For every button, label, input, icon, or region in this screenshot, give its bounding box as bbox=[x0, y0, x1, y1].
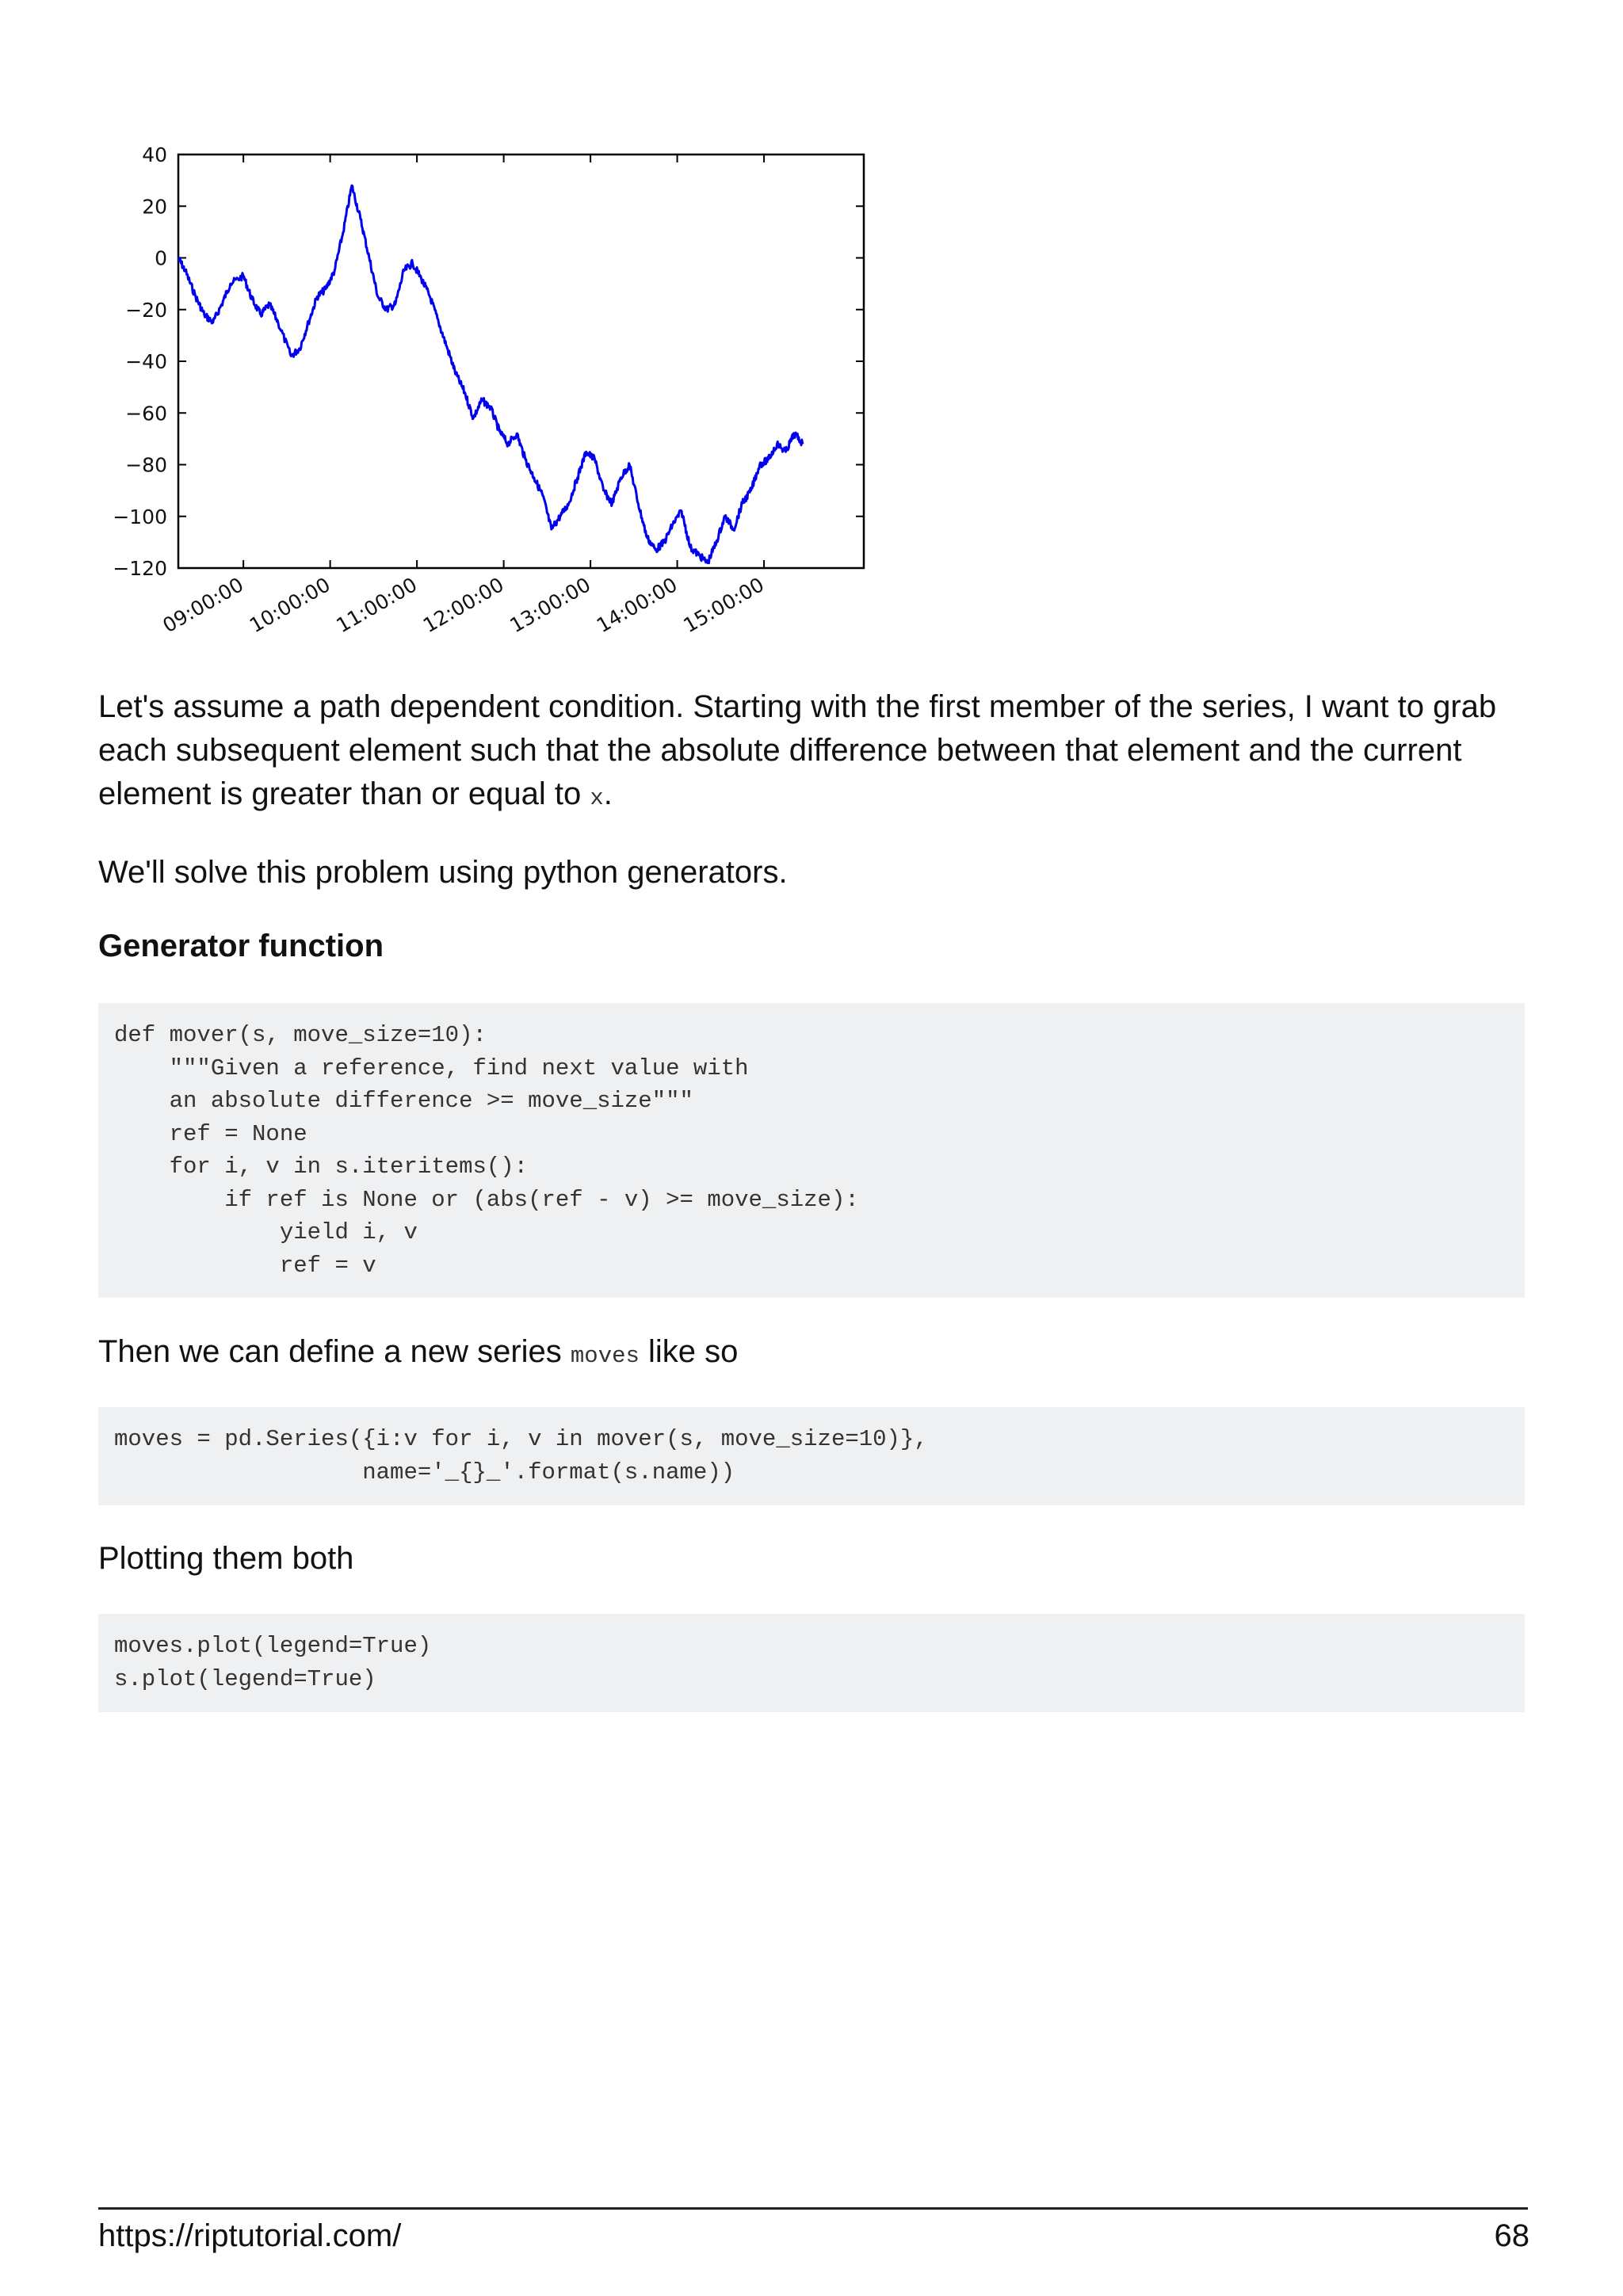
y-tick-label: 40 bbox=[142, 143, 167, 166]
paragraph-path-condition bbox=[98, 685, 1525, 820]
x-tick-label: 11:00:00 bbox=[332, 573, 422, 638]
section-heading: Generator function bbox=[98, 929, 384, 963]
x-tick-label: 14:00:00 bbox=[592, 573, 682, 638]
y-tick-label: 20 bbox=[142, 195, 167, 219]
x-tick-label: 12:00:00 bbox=[418, 573, 508, 638]
page-number: 68 bbox=[1494, 2218, 1529, 2253]
paragraph-generators: We'll solve this problem using python generators. bbox=[98, 855, 788, 890]
inline-code-moves: moves bbox=[570, 1343, 640, 1369]
footer-url[interactable]: https://riptutorial.com/ bbox=[98, 2218, 402, 2253]
y-tick-label: −100 bbox=[113, 505, 167, 528]
y-tick-label: −120 bbox=[113, 557, 167, 580]
y-tick-label: −20 bbox=[125, 298, 167, 322]
inline-code-x: x bbox=[590, 785, 604, 811]
paragraph-text: Let's assume a path dependent condition. Starting with the first member of the series, I want to grab each subsequent element such that the absolute difference between that element and the current element is greater than or equal to bbox=[98, 689, 1497, 811]
x-tick-label: 10:00:00 bbox=[245, 573, 334, 638]
code-block-plot: moves.plot(legend=True) s.plot(legend=True) bbox=[98, 1614, 1525, 1712]
y-tick-label: −40 bbox=[125, 350, 167, 373]
paragraph-end: like so bbox=[639, 1334, 739, 1369]
paragraph-plotting: Plotting them both bbox=[98, 1541, 354, 1576]
code-block-mover: def mover(s, move_size=10): """Given a reference, find next value with an absolute difference >= move_size""" ref = None for i, v in s.iteritems(): if ref is None or (abs(ref - v) >= move_size): yield i, v ref = v bbox=[98, 1003, 1525, 1298]
x-tick-labels bbox=[158, 573, 768, 637]
x-tick-label: 13:00:00 bbox=[506, 573, 595, 638]
plot-area bbox=[178, 154, 864, 568]
footer-divider bbox=[98, 2207, 1528, 2210]
y-tick-label: −60 bbox=[125, 402, 167, 425]
x-tick-label: 15:00:00 bbox=[679, 573, 769, 638]
paragraph-text: Then we can define a new series bbox=[98, 1334, 571, 1369]
y-tick-label: −80 bbox=[125, 453, 167, 477]
y-tick-labels bbox=[113, 143, 167, 580]
y-tick-label: 0 bbox=[155, 246, 167, 270]
paragraph-define-series bbox=[98, 1330, 1525, 1378]
code-block-moves: moves = pd.Series({i:v for i, v in mover(s, move_size=10)}, name='_{}_'.format(s.name)) bbox=[98, 1407, 1525, 1505]
paragraph-end: . bbox=[603, 776, 613, 811]
x-tick-label: 09:00:00 bbox=[158, 573, 248, 638]
line-chart bbox=[111, 135, 872, 658]
